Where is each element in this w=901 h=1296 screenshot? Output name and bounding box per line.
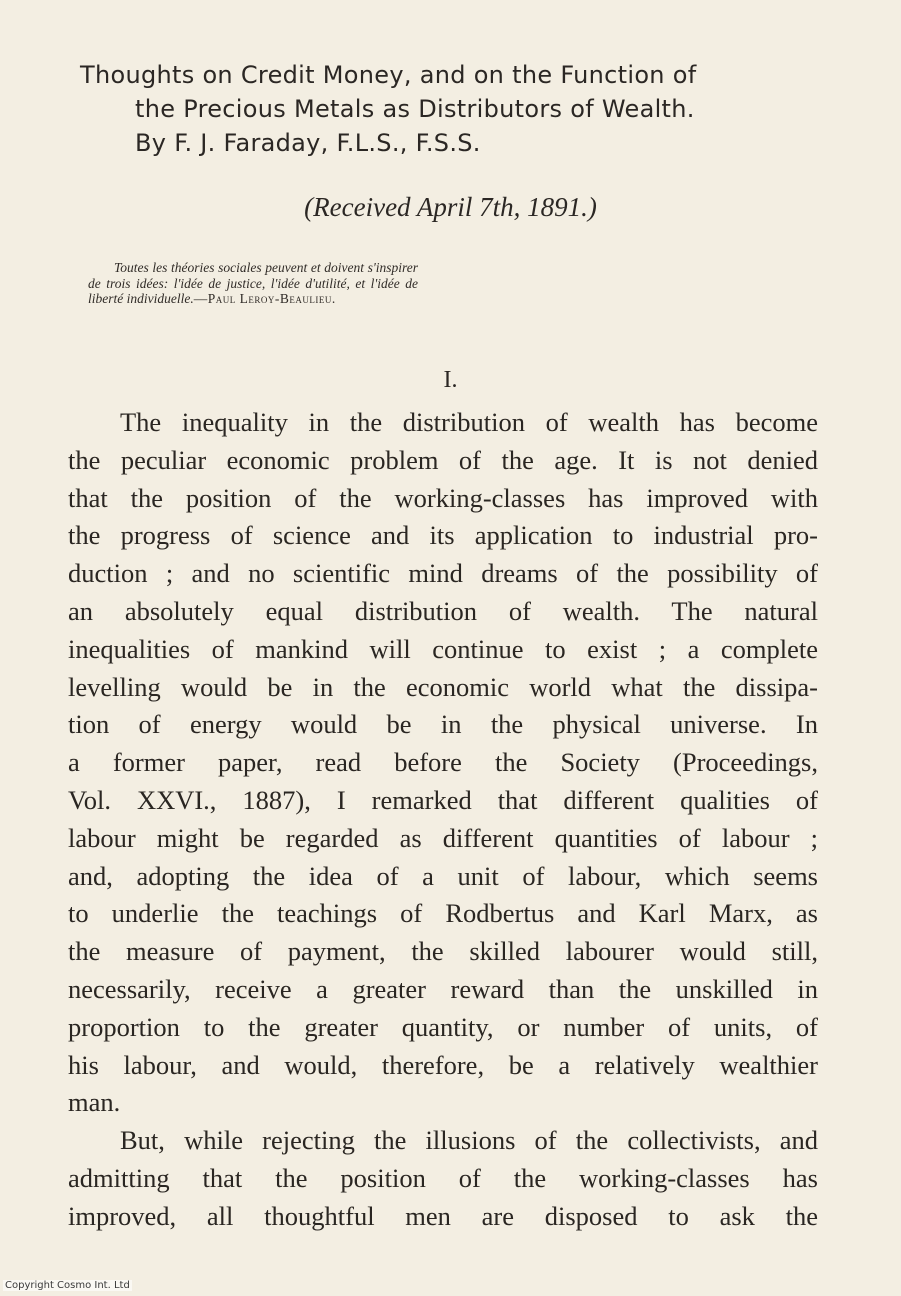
paragraph-1: [68, 404, 818, 1122]
text-line: an absolutely equal distribution of wealth. The natural: [68, 595, 818, 626]
title-author-line: By F. J. Faraday, F.L.S., F.S.S.: [135, 129, 481, 157]
received-date: (Received April 7th, 1891.): [304, 192, 597, 222]
text-line: the progress of science and its application to industrial pro-: [68, 520, 818, 551]
body-text: [68, 404, 818, 1236]
epigraph-author: —Paul Leroy-Beaulieu.: [193, 291, 336, 306]
text-line: and, adopting the idea of a unit of labour, which seems: [68, 860, 818, 891]
title-line-2: the Precious Metals as Distributors of Wealth.: [135, 95, 695, 123]
text-line: the peculiar economic problem of the age. It is not denied: [68, 444, 818, 475]
title-line-1: Thoughts on Credit Money, and on the Function of: [80, 61, 697, 89]
text-line: man.: [68, 1087, 121, 1118]
epigraph: [88, 260, 418, 307]
text-line: labour might be regarded as different quantities of labour ;: [68, 822, 818, 853]
section-number: I.: [443, 367, 458, 393]
text-line: the measure of payment, the skilled labourer would still,: [68, 936, 818, 967]
text-line: to underlie the teachings of Rodbertus and Karl Marx, as: [68, 898, 818, 929]
epigraph-text: Toutes les théories sociales peuvent et doivent s'inspirer de trois idées: l'idée de justice, l'idée d'utilité, et l'idée de liberté individuelle.: [88, 260, 418, 306]
text-line: tion of energy would be in the physical universe. In: [68, 709, 818, 740]
text-line: levelling would be in the economic world what the dissipa-: [68, 671, 818, 702]
text-line: But, while rejecting the illusions of the collectivists, and: [120, 1125, 818, 1156]
text-line: that the position of the working-classes has improved with: [68, 482, 818, 513]
text-line: inequalities of mankind will continue to exist ; a complete: [68, 633, 818, 664]
copyright-notice: Copyright Cosmo Int. Ltd: [5, 1280, 130, 1291]
text-line: duction ; and no scientific mind dreams of the possibility of: [68, 558, 818, 589]
text-line: The inequality in the distribution of wealth has become: [120, 407, 818, 437]
text-line: necessarily, receive a greater reward than the unskilled in: [68, 973, 818, 1004]
text-line: proportion to the greater quantity, or number of units, of: [68, 1011, 818, 1042]
text-line: Vol. XXVI., 1887), I remarked that different qualities of: [68, 784, 818, 815]
text-line: his labour, and would, therefore, be a relatively wealthier: [68, 1049, 818, 1080]
article-title: [80, 58, 840, 160]
text-line: improved, all thoughtful men are disposed to ask the: [68, 1200, 818, 1231]
text-line: a former paper, read before the Society (Proceedings,: [68, 747, 818, 778]
text-line: admitting that the position of the working-classes has: [68, 1162, 818, 1193]
paragraph-2: [68, 1122, 818, 1235]
